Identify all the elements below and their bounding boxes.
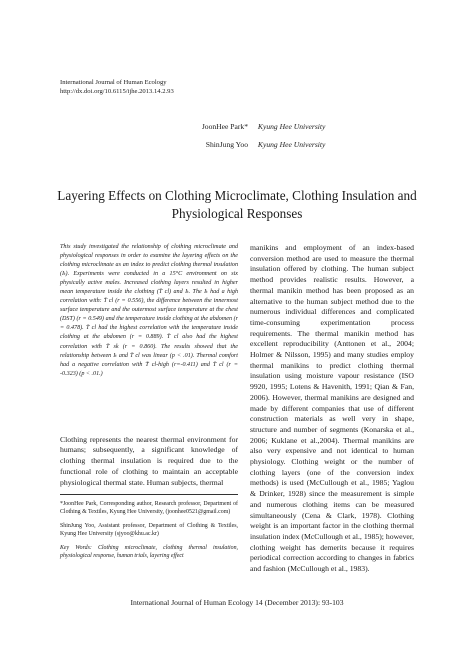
author-list (172, 118, 325, 154)
keywords: Key Words: Clothing microclimate, clothing thermal insulation, physiological response, human trials, layering effect (60, 545, 238, 560)
footnote-corresponding-author: *JoonHee Park, Corresponding author, Research professor, Department of Clothing & Textiles, Kyung Hee University, (joonhee0521@gmail.com) (60, 501, 238, 516)
footnote-second-author: ShinJung Yoo, Assistant professor, Department of Clothing & Textiles, Kyung Hee University (sjyoo@khu.ac.kr) (60, 523, 238, 538)
author-name: JoonHee Park* (201, 122, 248, 131)
page-footer: International Journal of Human Ecology 14 (December 2013): 93-103 (130, 598, 344, 607)
author-row (172, 118, 325, 136)
author-affiliation: Kyung Hee University (257, 140, 326, 149)
body-text-right: manikins and employment of an index-based conversion method are used to measure the thermal insulation offered by clothing. The human subject method provides realistic results. However, a thermal manikin method has been proposed as an alternative to the human subject method due to the numerous individual differences and complicated time-consuming experimentation process requirements. The thermal manikin method has excellent reproducibility (Anttonen et al., 2004; Holmer & Nilsson, 1995) and many studies employ thermal manikins to predict clothing thermal insulation using moisture vapour resistance (ISO 9920, 1995; Lotens & Havenith, 1991; Qian & Fan, 2006). However, thermal manikins are designed and made by different companies that use of different construction materials as well very in shape, structure and number of segments (Konarska et al., 2006; Kuklane et al.,2004). Thermal manikins are also very expensive and not identical to human physiology. Clothing weight or the number of clothing layers (one of the conversion index methods) is used (McCullough et al., 1985; Yaglou & Drinker, 1928) since the measurement is simple and numerous clothing items can be measured simultaneously (Cena & Clark, 1978). Clothing weight is an important factor in the clothing thermal insulation index (McCullough et al., 1985); however, clothing weight has demerits because it requires periodical correction according to changes in fabrics and fashion (McCullough et al., 1983). (250, 243, 414, 574)
right-column (250, 243, 414, 575)
abstract: This study investigated the relationship of clothing microclimate and physiological responses in order to examine the layering effects on the clothing microclimate as an index to predict clothing thermal insulation (Iₜ). Experiments were conducted in a 15°C environment on six physically active males. Increased clothing layers resulted in higher mean temperature inside the clothing (T̄ cl) and Iₜ. The Iₜ had a high correlation with: T̄ cl (r = 0.556), the difference between the innermost surface temperature and the outermost surface temperature at the chest (DST) (r = 0.549) and the temperature inside clothing at the abdomen (r = 0.478). T̄ cl had the highest correlation with the temperature inside clothing at the abdomen (r = 0.889). T̄ cl also had the highest correlation with T̄ sk (r = 0.860). The results showed that the relationship between Iₜ and T̄ cl was linear (p < .01). Thermal comfort had a negative correlation with T̄ cl-high (r=-0.411) and T̄ cl (r = -0.323) (p < .01.) (60, 244, 238, 377)
journal-name: International Journal of Human Ecology (60, 79, 167, 86)
journal-doi[interactable]: http://dx.doi.org/10.6115/ijhe.2013.14.2.93 (60, 88, 174, 95)
author-affiliation: Kyung Hee University (257, 122, 326, 131)
paper-title: Layering Effects on Clothing Microclimate, Clothing Insulation and Physiological Responses (57, 188, 417, 221)
author-name: ShinJung Yoo (205, 140, 248, 149)
body-text-left: Clothing represents the nearest thermal environment for humans; subsequently, a significant knowledge of clothing thermal insulation is required due to the functional role of clothing to maintain an acceptable physiological thermal state. Human subjects, thermal (60, 434, 238, 487)
left-column (60, 243, 238, 560)
footnotes (60, 494, 238, 560)
journal-header (60, 78, 174, 96)
author-row (172, 136, 325, 154)
